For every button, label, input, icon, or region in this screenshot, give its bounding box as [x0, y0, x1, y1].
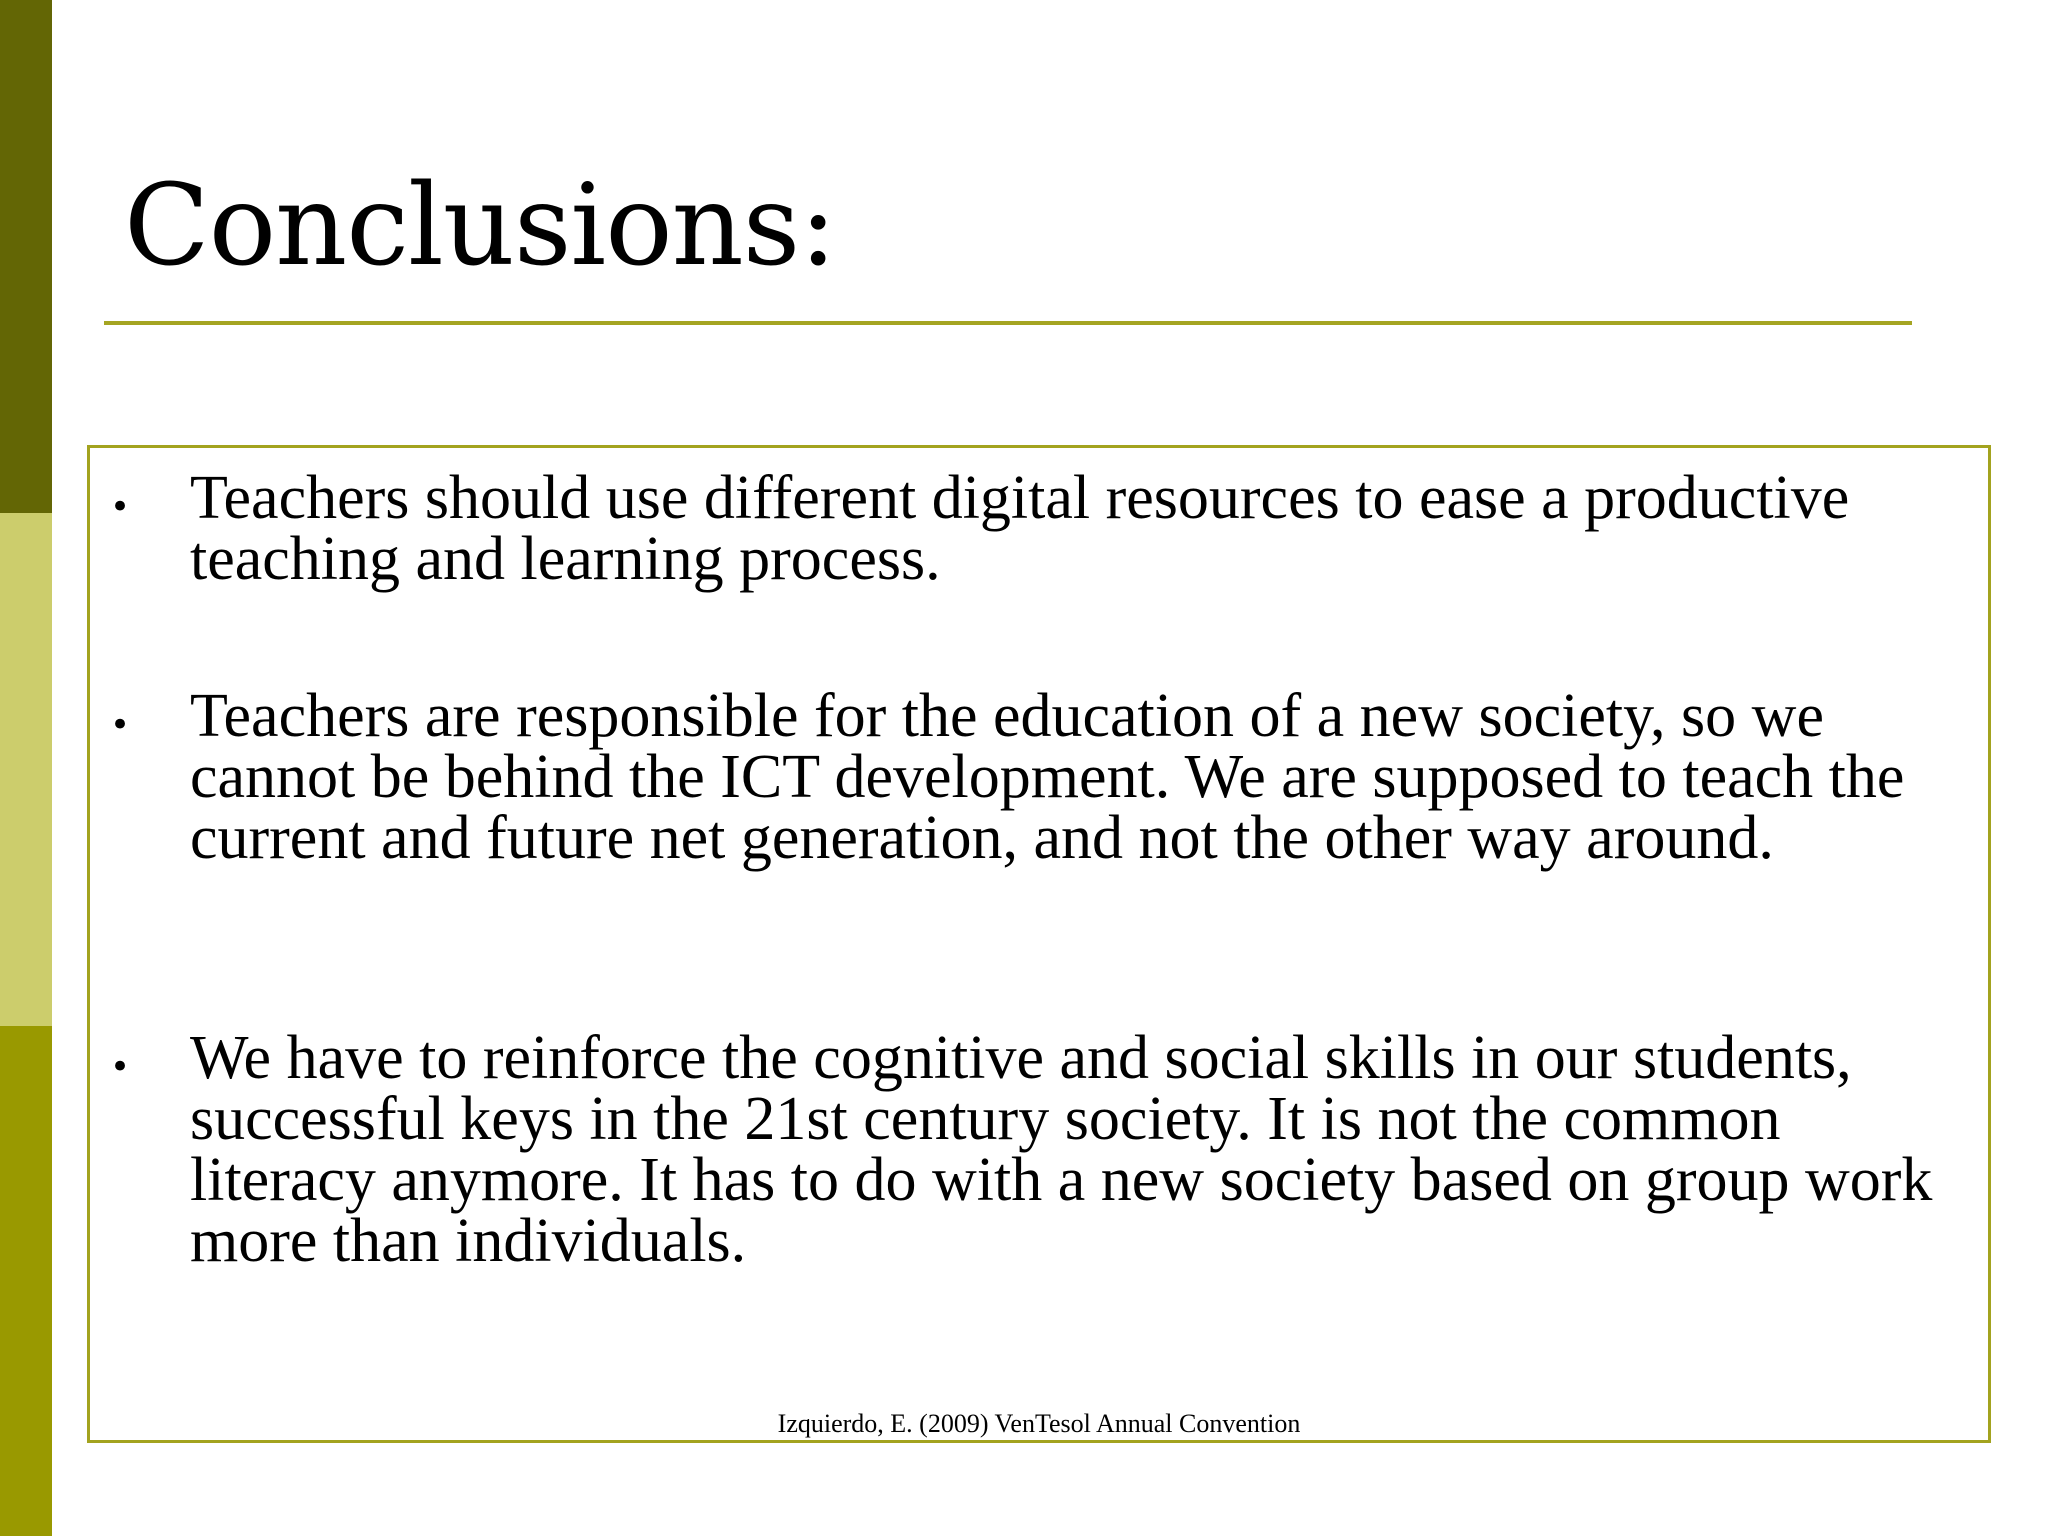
sidebar-stripe-bottom: [0, 1026, 52, 1536]
bullet-text: Teachers are responsible for the education of a new society, so we cannot be behind the ICT development. We are supposed to teach the current and future net generation, and not the other way around.: [190, 682, 1905, 872]
title-underline: [104, 321, 1912, 325]
bullet-marker: •: [110, 487, 131, 527]
sidebar-stripe-top: [0, 0, 52, 513]
bullet-text: We have to reinforce the cognitive and social skills in our students, successful keys in the 21st century society. It is not the common literacy anymore. It has to do with a new society based on group work more than individuals.: [190, 1024, 1933, 1275]
content-box: [87, 445, 1991, 1443]
slide-title: Conclusions:: [124, 161, 837, 291]
slide-footer-citation: Izquierdo, E. (2009) VenTesol Annual Convention: [777, 1409, 1301, 1438]
bullet-text: Teachers should use different digital resources to ease a productive teaching and learning process.: [190, 464, 1850, 593]
bullet-marker: •: [110, 705, 131, 745]
bullet-marker: •: [110, 1047, 131, 1087]
sidebar-stripe-middle: [0, 513, 52, 1026]
